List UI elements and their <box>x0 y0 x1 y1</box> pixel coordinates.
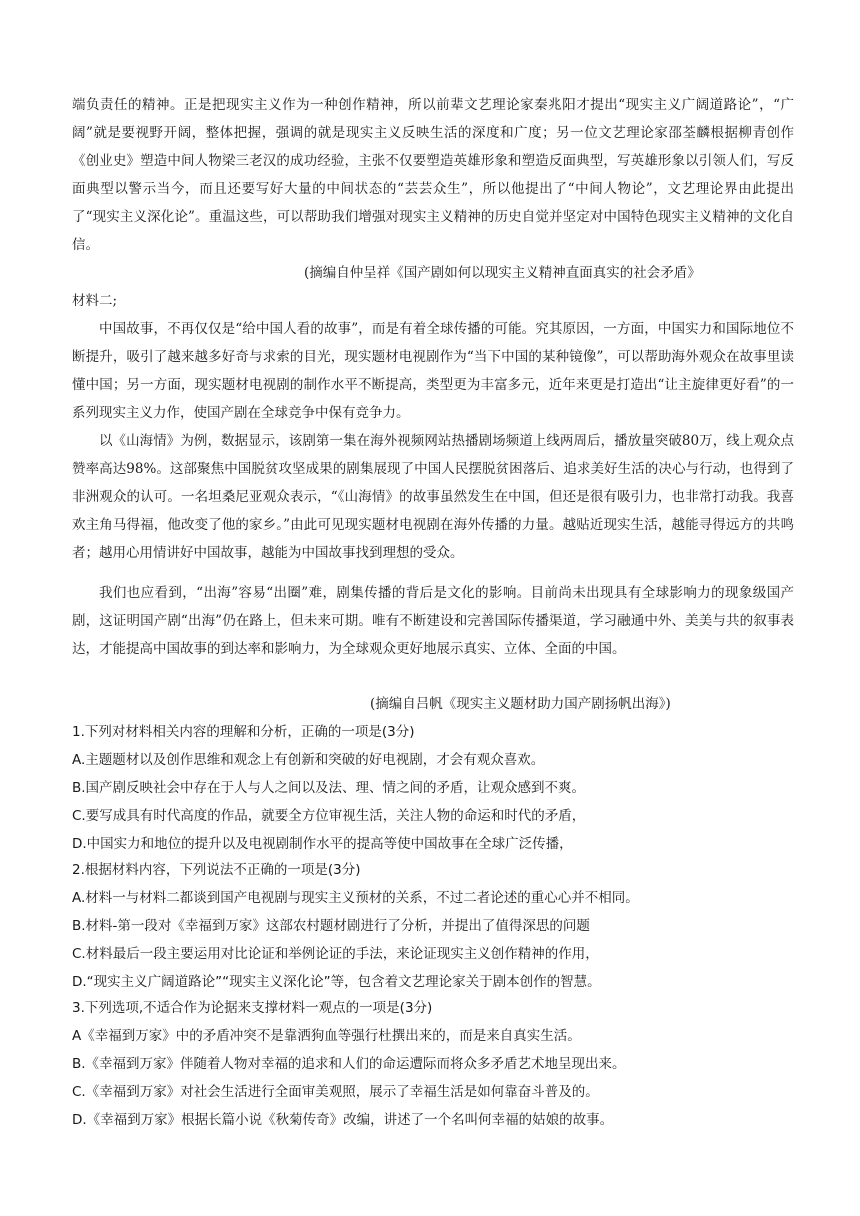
option-a: A.材料一与材料二都谈到国产电视剧与现实主义预材的关系，不过二者论述的重心心并不相同。 <box>72 890 639 906</box>
material-two-label: 材料二; <box>72 293 118 309</box>
material-two-paragraph-1: 中国故事，不再仅仅是“给中国人看的故事”，而是有着全球传播的可能。究其原因，一方面，中国实力和国际地位不断提升，吸引了越来越多好奇与求索的目光，现实题材电视剧作为“当下中国的某种镜像”，可以帮助海外观众在故事里读懂中国；另一方面，现实题材电视剧的制作水平不断提高，类型更为丰富多元，近年来更是打造出“让主旋律更好看”的一系列现实主义力作，使国产剧在全球竞争中保有竞争力。 <box>72 321 794 421</box>
material-two-paragraph-2: 以《山海情》为例，数据显示，该剧第一集在海外视频网站热播剧场频道上线两周后，播放量突破80万，线上观众点赞率高达98%。这部聚焦中国脱贫攻坚成果的剧集展现了中国人民摆脱贫困落后、追求美好生活的决心与行动，也得到了非洲观众的认可。一名坦桑尼亚观众表示，“《山海情》的故事虽然发生在中国，但还是很有吸引力，也非常打动我。我喜欢主角马得福，他改变了他的家乡。”由此可见现实题材电视剧在海外传播的力量。越贴近现实生活，越能寻得远方的共鸣者；越用心用情讲好中国故事，越能为中国故事找到理想的受众。 <box>72 433 794 561</box>
option-d: D.《幸福到万家》根据长篇小说《秋菊传奇》改编，讲述了一个名叫何幸福的姑娘的故事。 <box>72 1112 614 1128</box>
question-stem: 1.下列对材料相关内容的理解和分析，正确的一项是(3分) <box>72 724 415 740</box>
question-stem: 2.根据材料内容，下列说法不正确的一项是(3分) <box>72 862 361 878</box>
material-one-tail-paragraph: 端负责任的精神。正是把现实主义作为一种创作精神，所以前辈文艺理论家秦兆阳才提出“现实主义广阔道路论”，“广阔”就是要视野开阔，整体把握，强调的就是现实主义反映生活的深度和广度；另一位文艺理论家邵荃麟根据柳青创作《创业史》塑造中间人物梁三老汉的成功经验，主张不仅要塑造英雄形象和塑造反面典型，写英雄形象以引领人们，写反面典型以警示当今，而且还要写好大量的中间状态的“芸芸众生”，所以他提出了“中间人物论”，文艺理论界由此提出了“现实主义深化论”。重温这些，可以帮助我们增强对现实主义精神的历史自觉并坚定对中国特色现实主义精神的文化自信。 <box>72 97 794 253</box>
option-d: D.中国实力和地位的提升以及电视剧制作水平的提高等使中国故事在全球广泛传播， <box>72 836 573 852</box>
option-c: C.《幸福到万家》对社会生活进行全面审美观照，展示了幸福生活是如何靠奋斗普及的。 <box>72 1084 599 1100</box>
source-citation-one: (摘编自仲呈祥《国产剧如何以现实主义精神直面真实的社会矛盾》 <box>304 265 701 281</box>
material-two-paragraph-3: 我们也应看到，“出海”容易“出圈”难，剧集传播的背后是文化的影响。目前尚未出现具有全球影响力的现象级国产剧，这证明国产剧“出海”仍在路上，但未来可期。唯有不断建设和完善国际传播渠道，学习融通中外、美美与共的叙事表达，才能提高中国故事的到达率和影响力，为全球观众更好地展示真实、立体、全面的中国。 <box>72 585 794 657</box>
source-citation-two: (摘编自吕帆《现实主义题材助力国产剧扬帆出海》) <box>370 696 671 712</box>
option-d: D.“现实主义广阔道路论”“现实主义深化论”等，包含着文艺理论家关于剧本创作的智慧。 <box>72 974 601 990</box>
option-b: B.《幸福到万家》伴随着人物对幸福的追求和人们的命运遭际而将众多矛盾艺术地呈现出来。 <box>72 1056 626 1072</box>
option-a: A.主题题材以及创作思维和观念上有创新和突破的好电视剧，才会有观众喜欢。 <box>72 752 545 768</box>
question-stem: 3.下列选项,不适合作为论据来支撑材料一观点的一项是(3分) <box>72 1000 433 1016</box>
option-c: C.要写成具有时代高度的作品，就要全方位审视生活，关注人物的命运和时代的矛盾， <box>72 808 586 824</box>
option-b: B.国产剧反映社会中存在于人与人之间以及法、理、情之间的矛盾，让观众感到不爽。 <box>72 780 586 796</box>
option-b: B.材料-第一段对《幸福到万家》这部农村题材剧进行了分析，并提出了值得深思的问题 <box>72 918 590 934</box>
option-c: C.材料最后一段主要运用对比论证和举例论证的手法，来论证现实主义创作精神的作用， <box>72 946 599 962</box>
option-a: A《幸福到万家》中的矛盾冲突不是靠洒狗血等强行杜撰出来的，而是来自真实生活。 <box>72 1028 581 1044</box>
